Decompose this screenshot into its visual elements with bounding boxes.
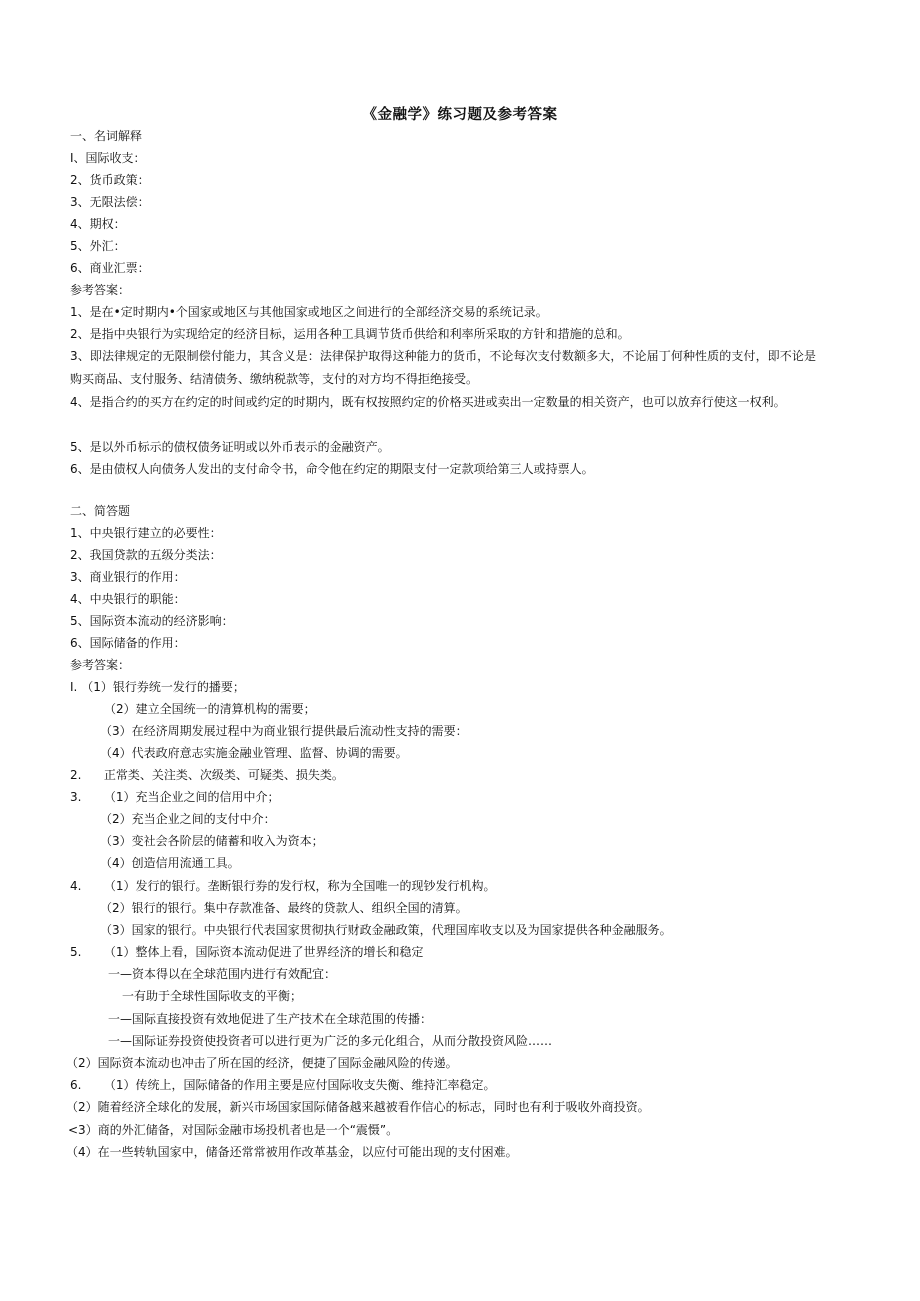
answer-subitem: （4）代表政府意志实施金融业管理、监督、协调的需要。 bbox=[100, 746, 408, 760]
question-item: 5、国际资本流动的经济影响： bbox=[70, 614, 234, 628]
answer-number: I. bbox=[70, 680, 78, 694]
answer-subitem: （4）创造信用流通工具。 bbox=[100, 856, 240, 870]
answer-subitem: （2）银行的银行。集中存款准备、最终的贷款人、组织全国的清算。 bbox=[100, 901, 468, 915]
answer-subitem: （2）国际资本流动也冲击了所在国的经济，便捷了国际金融风险的传递。 bbox=[66, 1056, 458, 1070]
answer-subitem: （2）充当企业之间的支付中介： bbox=[100, 812, 276, 826]
answer-6-line bbox=[70, 1077, 495, 1093]
answer-5-line bbox=[70, 944, 423, 960]
answer-subitem: （1）整体上看，国际资本流动促进了世界经济的增长和稳定 bbox=[103, 945, 424, 959]
question-item: 3、商业银行的作用： bbox=[70, 570, 186, 584]
question-item: 6、国际储备的作用： bbox=[70, 636, 186, 650]
term-item: I、国际收支： bbox=[70, 151, 146, 165]
answer-3-line bbox=[70, 789, 279, 805]
term-item: 5、外汇： bbox=[70, 239, 126, 253]
question-item: 2、我国贷款的五级分类法： bbox=[70, 548, 222, 562]
answer-item: 6、是由债权人向债务人发出的支付命令书，命令他在约定的期限支付一定款项给第三人或持票人。 bbox=[70, 462, 594, 476]
answer-subitem: （4）在一些转轨国家中，储备还常常被用作改革基金，以应付可能出现的支付困难。 bbox=[66, 1145, 518, 1159]
answer-subitem: 一—资本得以在全球范围内进行有效配宜： bbox=[108, 967, 337, 981]
term-item: 6、商业汇票： bbox=[70, 261, 150, 275]
term-item: 4、期权： bbox=[70, 217, 126, 231]
section1-heading: 一、名词解释 bbox=[70, 129, 143, 143]
answer-subitem: （2）建立全国统一的清算机构的需要； bbox=[104, 702, 316, 716]
answer-item: 1、是在•定时期内•个国家或地区与其他国家或地区之间进行的全部经济交易的系统记录。 bbox=[70, 305, 548, 319]
answer-item: 2、是指中央银行为实现给定的经济目标，运用各种工具调节货币供给和利率所采取的方针和措施的总和。 bbox=[70, 327, 630, 341]
answer-number: 6. bbox=[70, 1078, 82, 1092]
answer-subitem: （2）随着经济全球化的发展，新兴市场国家国际储备越来越被看作信心的标志，同时也有利于吸收外商投资。 bbox=[66, 1100, 650, 1114]
document-title: 《金融学》练习题及参考答案 bbox=[362, 107, 558, 123]
answer-item: 4、是指合约的买方在约定的时间或约定的时期内，既有权按照约定的价格买进或卖出一定数量的相关资产，也可以放弃行使这一权利。 bbox=[70, 395, 786, 409]
answer-4-line bbox=[70, 878, 495, 894]
answer-subitem: （1）传统上，国际储备的作用主要是应付国际收支失衡、维持汇率稳定。 bbox=[103, 1078, 496, 1092]
answer-subitem: <3）商的外汇储备，对国际金融市场投机者也是一个“震慑”。 bbox=[68, 1123, 399, 1137]
answer-number: 3. bbox=[70, 790, 82, 804]
answer-label: 参考答案： bbox=[70, 283, 131, 297]
answer-subitem: （3）在经济周期发展过程中为商业银行提供最后流动性支持的需要： bbox=[100, 724, 468, 738]
term-item: 2、货币政策： bbox=[70, 173, 150, 187]
answer-text: 正常类、关注类、次级类、可疑类、损失类。 bbox=[103, 768, 344, 782]
answer-number: 4. bbox=[70, 879, 82, 893]
section2-heading: 二、简答题 bbox=[70, 504, 131, 518]
question-item: 4、中央银行的职能： bbox=[70, 592, 186, 606]
answer-label: 参考答案： bbox=[70, 658, 131, 672]
answer-number: 2. bbox=[70, 768, 82, 782]
answer-2-line bbox=[70, 767, 344, 783]
answer-number: 5. bbox=[70, 945, 82, 959]
answer-subitem: 一—国际直接投资有效地促进了生产技术在全球范围的传播： bbox=[108, 1012, 433, 1026]
answer-subitem: （3）变社会各阶层的储蓄和收入为资本； bbox=[100, 834, 324, 848]
answer-1-line bbox=[70, 679, 245, 695]
term-item: 3、无限法偿： bbox=[70, 195, 150, 209]
answer-subitem: （3）国家的银行。中央银行代表国家贯彻执行财政金融政策，代理国库收支以及为国家提供各种金融服务。 bbox=[100, 923, 672, 937]
answer-item: 3、即法律规定的无限制偿付能力，其含义是：法律保护取得这种能力的货币，不论每次支付数额多大，不论届丁何种性质的支付，即不论是购买商品、支付服务、结清债务、缴纳税款等，支付的对方均不得拒绝接受。 bbox=[70, 349, 816, 386]
answer-subitem: 一—国际证券投资使投资者可以进行更为广泛的多元化组合，从而分散投资风险…… bbox=[108, 1034, 553, 1048]
answer-subitem: （1）银行券统一发行的播要； bbox=[81, 680, 245, 694]
answer-subitem: （1）充当企业之间的信用中介； bbox=[103, 790, 280, 804]
answer-subitem: （1）发行的银行。垄断银行券的发行权，称为全国唯一的现钞发行机构。 bbox=[103, 879, 496, 893]
answer-item: 5、是以外币标示的债权债务证明或以外币表示的金融资产。 bbox=[70, 440, 390, 454]
question-item: 1、中央银行建立的必要性： bbox=[70, 526, 222, 540]
answer-subitem: 一有助于全球性国际收支的平衡； bbox=[122, 989, 303, 1003]
